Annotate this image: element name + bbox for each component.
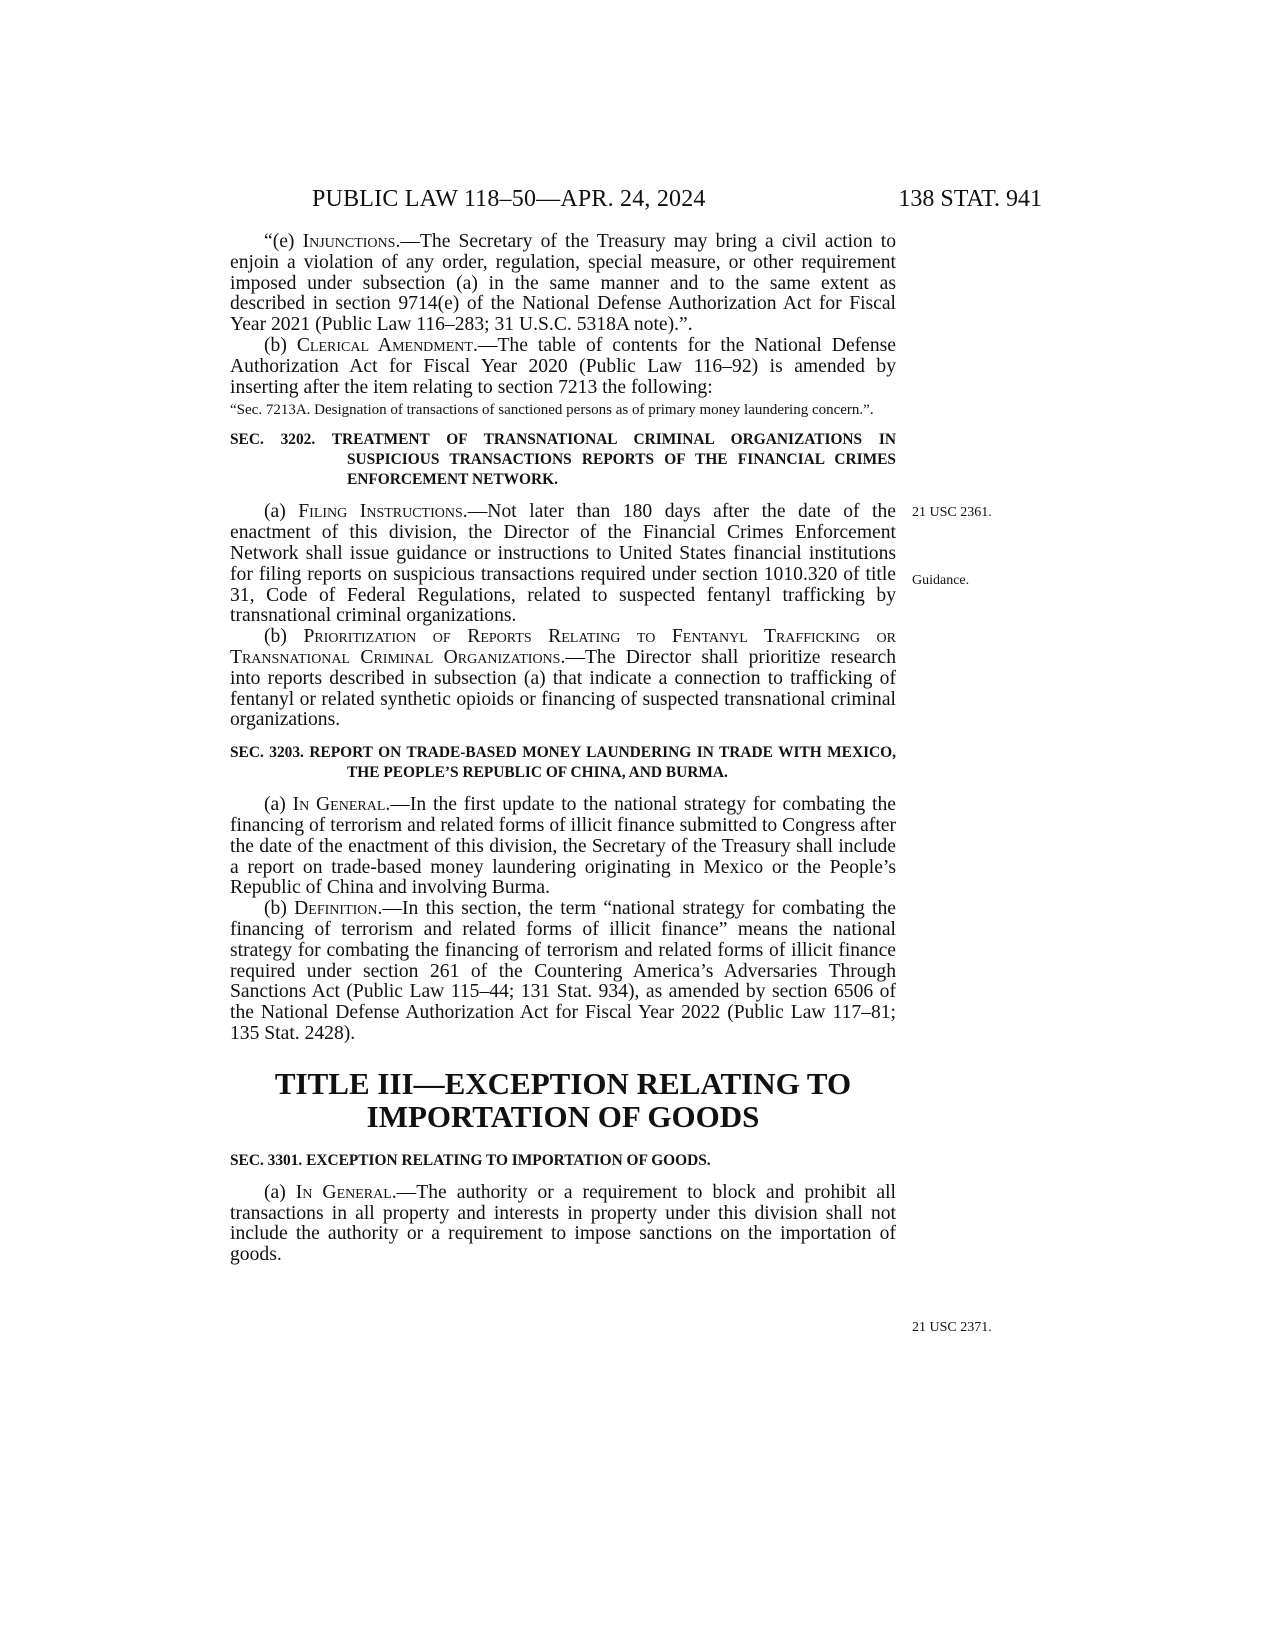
margin-note-guidance: Guidance. — [912, 573, 970, 588]
paragraph-in-general-3203: (a) In General.—In the first update to the national strategy for combating the financing of terrorism and related forms of illicit finance submitted to Congress after the date of the enactment of this division, the Secretary of the Treasury shall include a report on trade-based money laundering originating in Mexico or the People’s Republic of China and involving Burma. — [230, 794, 896, 899]
section-heading-3301: SEC. 3301. EXCEPTION RELATING TO IMPORTATION OF GOODS. — [230, 1151, 711, 1169]
paragraph-definition: (b) Definition.—In this section, the term “national strategy for combating the financing of terrorism and related forms of illicit finance” means the national strategy for combating the financing of terrorism and related forms of illicit finance required under section 261 of the Countering America’s Adversaries Through Sanctions Act (Public Law 115–44; 131 Stat. 934), as amended by section 6506 of the National Defense Authorization Act for Fiscal Year 2022 (Public Law 117–81; 135 Stat. 2428). — [230, 898, 896, 1044]
heading-injunctions: Injunctions — [302, 231, 396, 252]
section-heading-3203: SEC. 3203. REPORT ON TRADE-BASED MONEY LAUNDERING IN TRADE WITH MEXICO, THE PEOPLE’S REPUBLIC OF CHINA, AND BURMA. — [230, 744, 896, 782]
paragraph-prioritization: (b) Prioritization of Reports Relating to Fentanyl Trafficking or Transnational Criminal Organizations.—The Director shall prioritize research into reports described in subsection (a) that indicate a connection to trafficking of fentanyl or related synthetic opioids or financing of suspected transnational criminal organizations. — [230, 626, 897, 731]
paragraph-in-general-3301: (a) In General.—The authority or a requirement to block and prohibit all transactions in all property and interests in property under this division shall not include the authority or a requirement to impose sanctions on the importation of goods. — [230, 1181, 896, 1266]
heading-definition: Definition — [294, 898, 378, 920]
paragraph-clerical-amendment: (b) Clerical Amendment.—The table of contents for the National Defense Authorization Act for Fiscal Year 2020 (Public Law 116–92) is amended by inserting after the item relating to section 7213 the following: — [230, 334, 896, 398]
statute-page-number: 138 STAT. 941 — [898, 186, 1042, 212]
margin-note-usc-2361: 21 USC 2361. — [912, 505, 992, 520]
heading-in-general-3301: In General — [295, 1181, 392, 1203]
running-header — [312, 186, 1042, 216]
paragraph-filing-instructions: (a) Filing Instructions.—Not later than 180 days after the date of the enactment of this division, the Director of the Financial Crimes Enforcement Network shall issue guidance or instructions to United States financial institutions for filing reports on suspicious transactions required under section 1010.320 of title 31, Code of Federal Regulations, related to suspected fentanyl trafficking by transnational criminal organizations. — [230, 501, 896, 627]
paragraph-injunctions: “(e) Injunctions.—The Secretary of the Treasury may bring a civil action to enjoin a violation of any order, regulation, special measure, or other requirement imposed under subsection (a) in the same manner and to the same extent as described in section 9714(e) of the National Defense Authorization Act for Fiscal Year 2021 (Public Law 116–283; 31 U.S.C. 5318A note).”. — [230, 231, 897, 336]
heading-in-general-3203: In General — [292, 794, 386, 816]
heading-prioritization: Prioritization of Reports Relating to Fentanyl Trafficking or Transnational Criminal Organizations — [230, 626, 897, 668]
document-body — [230, 232, 896, 1266]
title-iii-heading: TITLE III—EXCEPTION RELATING TO IMPORTATION OF GOODS — [274, 1065, 852, 1134]
margin-note-usc-2371: 21 USC 2371. — [912, 1320, 992, 1335]
heading-clerical-amendment: Clerical Amendment — [296, 334, 473, 356]
section-heading-3202: SEC. 3202. TREATMENT OF TRANSNATIONAL CRIMINAL ORGANIZATIONS IN SUSPICIOUS TRANSACTIONS REPORTS OF THE FINANCIAL CRIMES ENFORCEMENT NETWORK. — [230, 431, 896, 489]
heading-filing-instructions: Filing Instructions — [298, 501, 463, 523]
toc-entry-sec-7213a: “Sec. 7213A. Designation of transactions of sanctioned persons as of primary money laundering concern.”. — [230, 402, 874, 419]
public-law-citation: PUBLIC LAW 118–50—APR. 24, 2024 — [312, 186, 706, 212]
